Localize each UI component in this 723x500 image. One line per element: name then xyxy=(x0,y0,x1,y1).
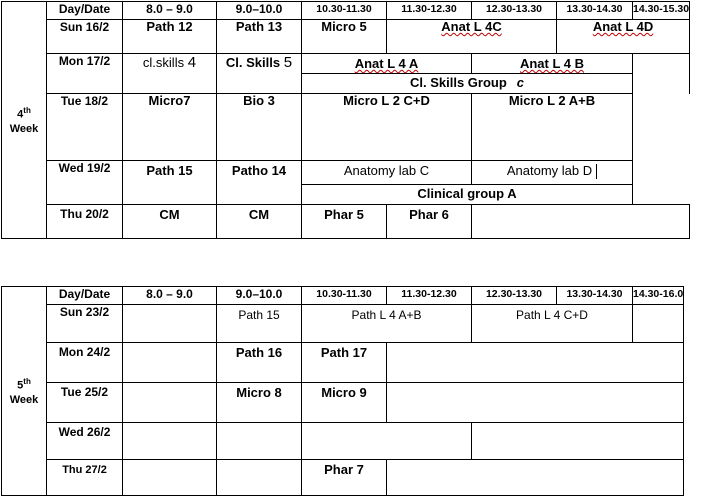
header-slot-3: 10.30-11.30 xyxy=(302,2,387,20)
empty-cell xyxy=(633,54,690,94)
session-cell: Path 16 xyxy=(217,343,302,383)
session-cell: Anat L 4 B xyxy=(472,54,633,74)
session-cell: Anatomy lab D xyxy=(472,161,633,185)
empty-cell xyxy=(387,460,684,496)
session-cell: CM xyxy=(123,205,217,239)
empty-cell xyxy=(387,383,684,423)
session-cell: Micro7 xyxy=(123,94,217,161)
session-cell: Path 13 xyxy=(217,20,302,54)
empty-cell xyxy=(633,305,684,343)
header-day-date: Day/Date xyxy=(47,287,123,305)
header-slot-4: 11.30-12.30 xyxy=(387,2,472,20)
empty-cell xyxy=(123,460,217,496)
week5-schedule-table xyxy=(1,286,684,496)
day-cell: Thu 27/2 xyxy=(47,460,123,496)
day-cell: Wed 26/2 xyxy=(47,423,123,460)
header-slot-5: 12.30-13.30 xyxy=(472,2,557,20)
header-slot-1: 8.0 – 9.0 xyxy=(123,287,217,305)
week4-label: 4th Week xyxy=(2,2,47,239)
empty-cell xyxy=(217,423,302,460)
session-cell: Patho 14 xyxy=(217,161,302,205)
session-cell: Micro 8 xyxy=(217,383,302,423)
header-slot-7: 14.30-16.0 xyxy=(633,287,684,305)
session-cell: Path L 4 C+D xyxy=(472,305,633,343)
week4-schedule-table xyxy=(1,1,690,239)
header-slot-6: 13.30-14.30 xyxy=(557,2,633,20)
empty-cell xyxy=(633,161,690,205)
day-cell: Mon 17/2 xyxy=(47,54,123,94)
empty-cell xyxy=(302,423,472,460)
day-cell: Wed 19/2 xyxy=(47,161,123,205)
group-cell: Cl. Skills Group c xyxy=(302,74,633,94)
session-cell: Path 17 xyxy=(302,343,387,383)
day-cell: Mon 24/2 xyxy=(47,343,123,383)
session-cell: Phar 5 xyxy=(302,205,387,239)
session-cell: Anatomy lab C xyxy=(302,161,472,185)
session-cell: Phar 6 xyxy=(387,205,472,239)
header-slot-6: 13.30-14.30 xyxy=(557,287,633,305)
session-cell: cl.skills 4 xyxy=(123,54,217,94)
empty-cell xyxy=(217,460,302,496)
session-cell: Path L 4 A+B xyxy=(302,305,472,343)
day-cell: Tue 25/2 xyxy=(47,383,123,423)
session-cell: Path 15 xyxy=(217,305,302,343)
week5-label: 5th Week xyxy=(2,287,47,496)
empty-cell xyxy=(472,423,684,460)
session-cell: Anat L 4D xyxy=(557,20,690,54)
session-cell: Phar 7 xyxy=(302,460,387,496)
session-cell: Cl. Skills 5 xyxy=(217,54,302,94)
session-cell: Path 15 xyxy=(123,161,217,205)
session-cell: Micro L 2 C+D xyxy=(302,94,472,161)
session-cell: Bio 3 xyxy=(217,94,302,161)
header-slot-5: 12.30-13.30 xyxy=(472,287,557,305)
session-cell: Micro 9 xyxy=(302,383,387,423)
group-cell: Clinical group A xyxy=(302,185,633,205)
day-cell: Thu 20/2 xyxy=(47,205,123,239)
session-cell: Path 12 xyxy=(123,20,217,54)
day-cell: Tue 18/2 xyxy=(47,94,123,161)
empty-cell xyxy=(633,94,690,161)
day-cell: Sun 23/2 xyxy=(47,305,123,343)
text-cursor xyxy=(596,164,597,179)
session-cell: Anat L 4 A xyxy=(302,54,472,74)
header-slot-2: 9.0–10.0 xyxy=(217,287,302,305)
empty-cell xyxy=(123,343,217,383)
empty-cell xyxy=(387,343,684,383)
session-cell: Micro L 2 A+B xyxy=(472,94,633,161)
header-slot-7: 14.30-15.30 xyxy=(633,2,690,20)
session-cell: Micro 5 xyxy=(302,20,387,54)
empty-cell xyxy=(123,423,217,460)
empty-cell xyxy=(123,305,217,343)
empty-cell xyxy=(123,383,217,423)
header-slot-1: 8.0 – 9.0 xyxy=(123,2,217,20)
header-day-date: Day/Date xyxy=(47,2,123,20)
session-cell: CM xyxy=(217,205,302,239)
header-slot-3: 10.30-11.30 xyxy=(302,287,387,305)
header-slot-2: 9.0–10.0 xyxy=(217,2,302,20)
header-slot-4: 11.30-12.30 xyxy=(387,287,472,305)
empty-cell xyxy=(472,205,690,239)
day-cell: Sun 16/2 xyxy=(47,20,123,54)
session-cell: Anat L 4C xyxy=(387,20,557,54)
